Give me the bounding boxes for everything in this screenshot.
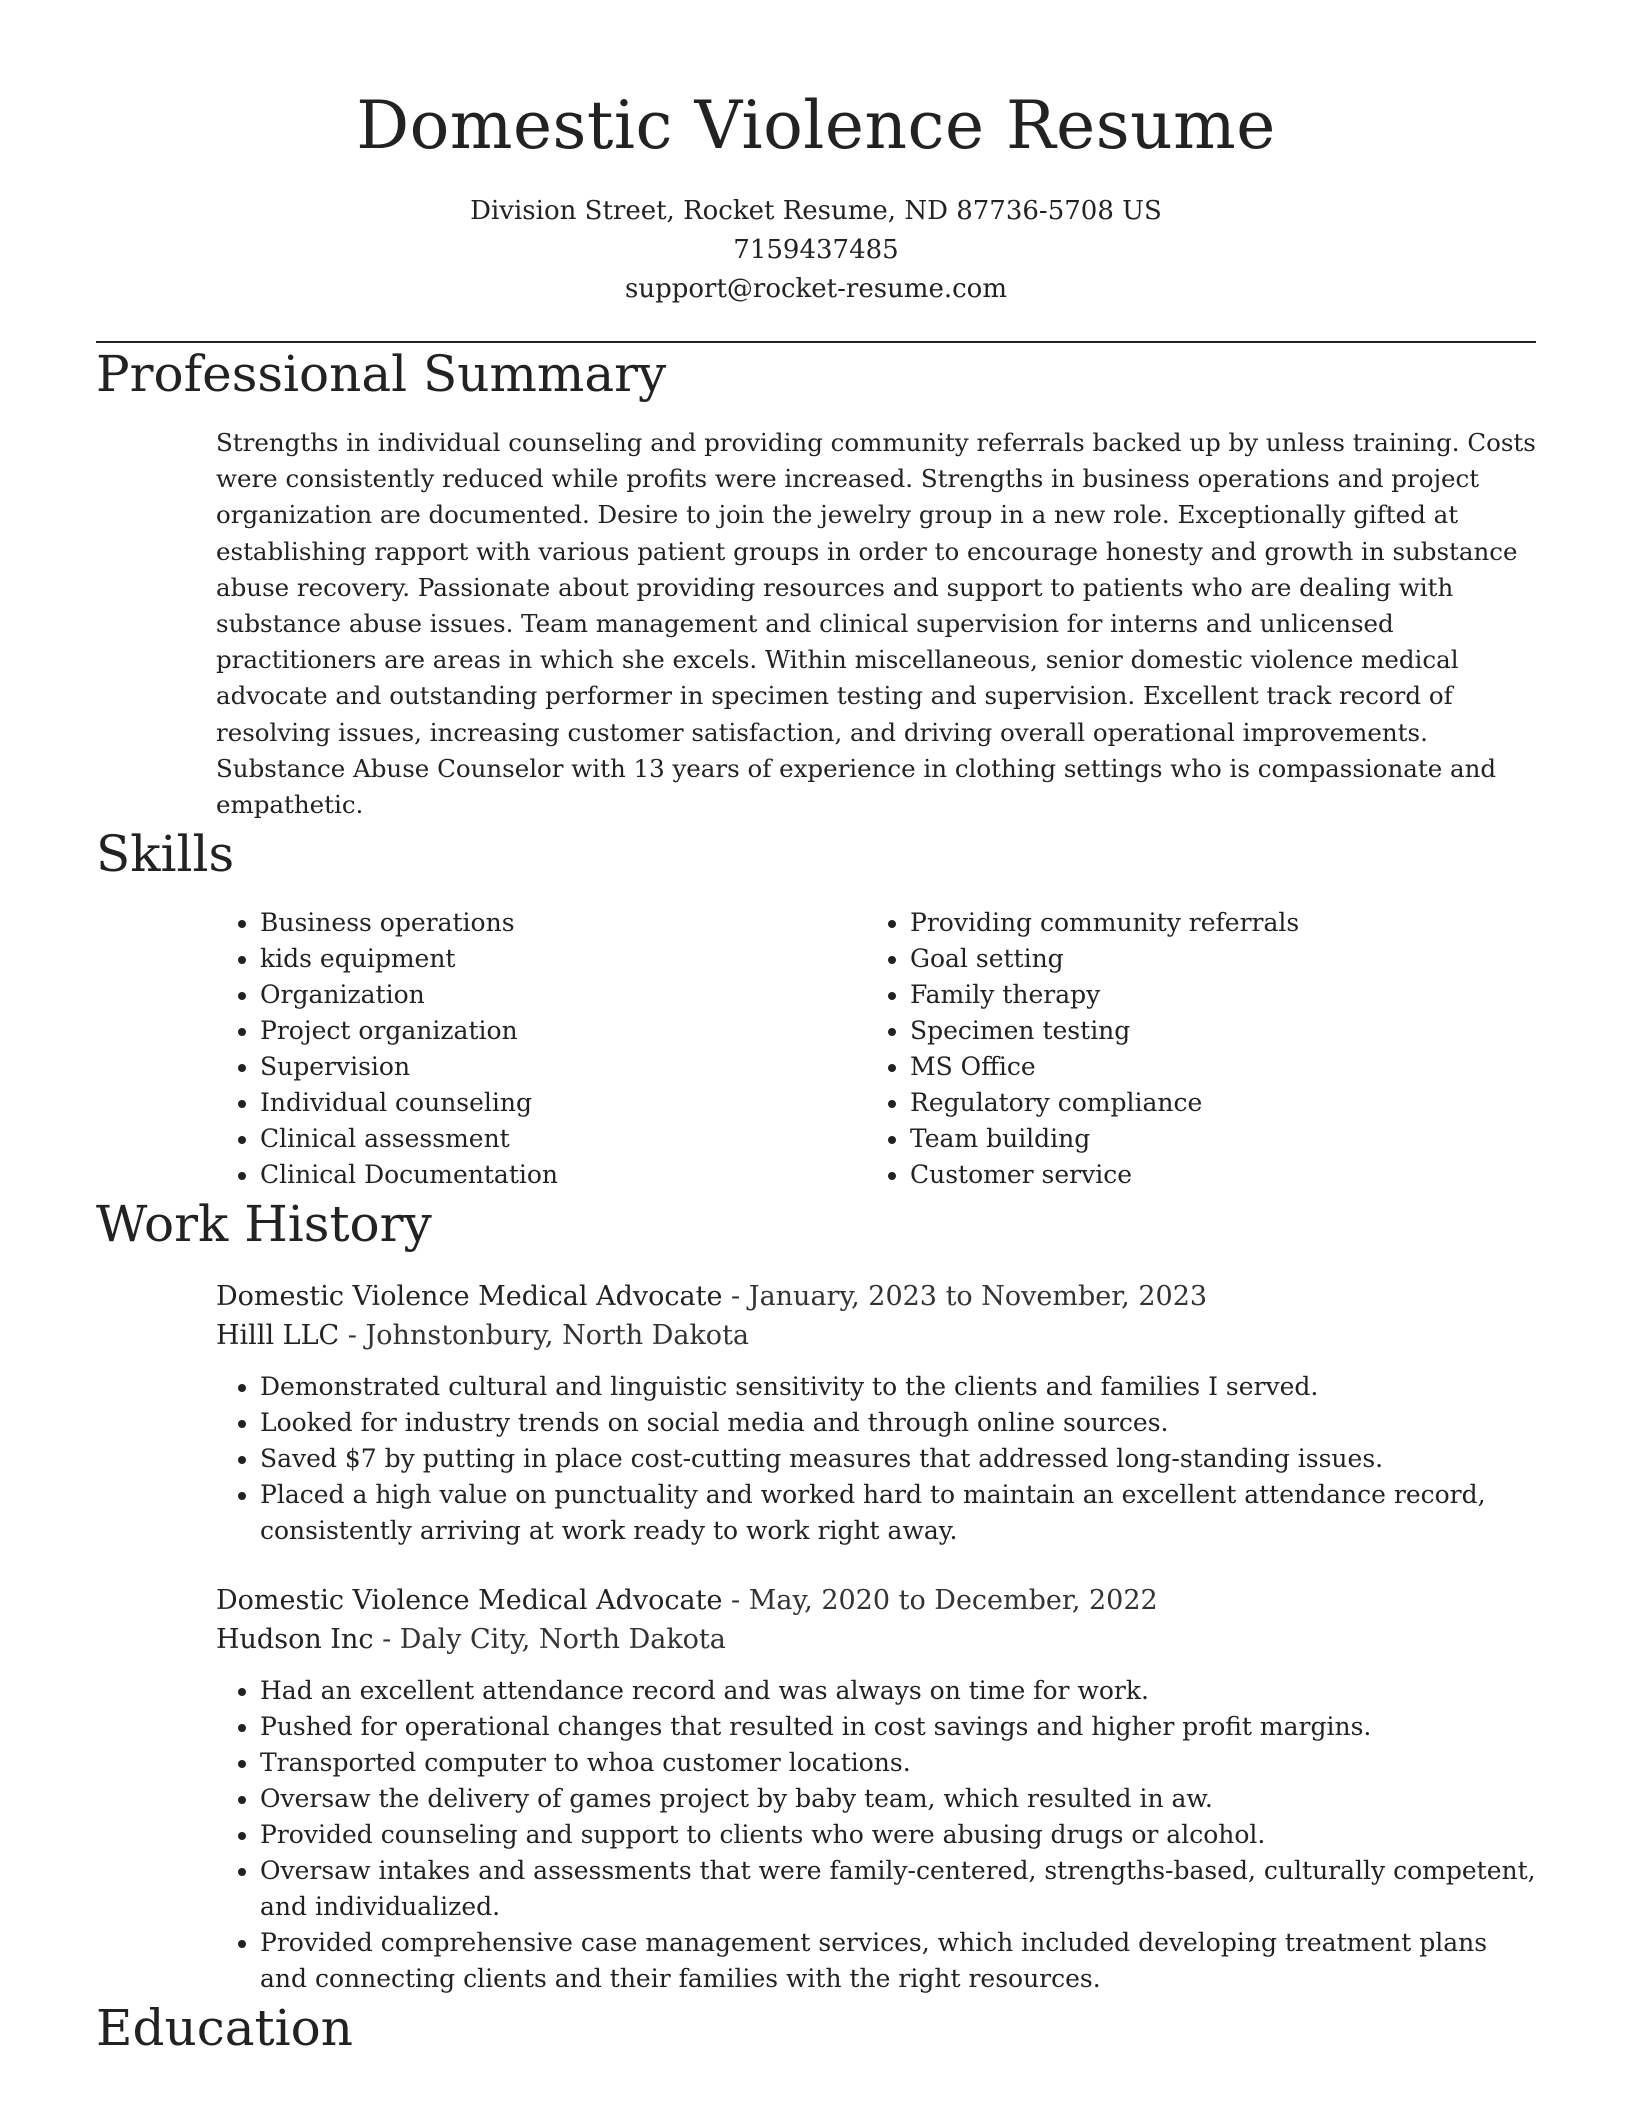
- skills-heading: Skills: [96, 825, 235, 884]
- summary-text: Strengths in individual counseling and providing community referrals backed up by unless training. Costs were consistently reduced while profits were increased. Strengths in business operations and project organization are documented. Desire to join the jewelry group in a new role. Exceptionally gifted at establishing rapport with various patient groups in order to encourage honesty and growth in substance abuse recovery. Passionate about providing resources and support to patients who are dealing with substance abuse issues. Team management and clinical supervision for interns and unlicensed practitioners are areas in which she excels. Within miscellaneous, senior domestic violence medical advocate and outstanding performer in specimen testing and supervision. Excellent track record of resolving issues, increasing customer satisfaction, and driving overall operational improvements. Substance Abuse Counselor with 13 years of experience in clothing settings who is compassionate and empathetic.: [216, 428, 1536, 820]
- summary-heading: Professional Summary: [96, 345, 667, 403]
- skills-column-left: [216, 905, 866, 1193]
- contact-block: [0, 192, 1632, 309]
- job-bullet: • Provided comprehensive case management services, which included developing treatment plans and connecting clients and their families with the right resources.: [260, 1925, 1536, 1997]
- job-bullet: • Saved $7 by putting in place cost-cutting measures that addressed long-standing issues.: [260, 1441, 1536, 1477]
- job-role: Domestic Violence Medical Advocate: [216, 1281, 723, 1313]
- skill-item: • MS Office: [910, 1049, 1516, 1085]
- job-bullets: [216, 1369, 1536, 1549]
- job-role: Domestic Violence Medical Advocate: [216, 1585, 723, 1617]
- job-entry: [216, 1277, 1536, 1549]
- skill-item: • Regulatory compliance: [910, 1085, 1516, 1121]
- job-bullet: • Pushed for operational changes that resulted in cost savings and higher profit margins.: [260, 1709, 1536, 1745]
- resume-title: Domestic Violence Resume: [356, 87, 1276, 164]
- skill-item: • Providing community referrals: [910, 905, 1516, 941]
- job-dates: - January, 2023 to November, 2023: [722, 1281, 1208, 1313]
- job-company: Hilll LLC: [216, 1320, 340, 1352]
- work-history-heading: Work History: [96, 1195, 432, 1254]
- skill-item: • Specimen testing: [910, 1013, 1516, 1049]
- skill-item: • Team building: [910, 1121, 1516, 1157]
- skill-item: • Customer service: [910, 1157, 1516, 1193]
- job-title-line: [216, 1277, 1536, 1316]
- job-bullet: • Provided counseling and support to clients who were abusing drugs or alcohol.: [260, 1817, 1536, 1853]
- skill-item: • Organization: [260, 977, 866, 1013]
- job-bullet: • Placed a high value on punctuality and worked hard to maintain an excellent attendance record, consistently arriving at work ready to work right away.: [260, 1477, 1536, 1549]
- job-bullet: • Had an excellent attendance record and was always on time for work.: [260, 1673, 1536, 1709]
- job-bullet: • Demonstrated cultural and linguistic sensitivity to the clients and families I served.: [260, 1369, 1536, 1405]
- job-bullet: • Transported computer to whoa customer locations.: [260, 1745, 1536, 1781]
- skill-item: • kids equipment: [260, 941, 866, 977]
- skills-column-right: [866, 905, 1516, 1193]
- job-dates: - May, 2020 to December, 2022: [722, 1585, 1158, 1617]
- job-location: - Daly City, North Dakota: [373, 1624, 726, 1656]
- skill-item: • Goal setting: [910, 941, 1516, 977]
- job-title-line: [216, 1581, 1536, 1620]
- contact-address: Division Street, Rocket Resume, ND 87736-5708 US: [470, 196, 1162, 226]
- skill-item: • Individual counseling: [260, 1085, 866, 1121]
- job-company-line: [216, 1620, 1536, 1659]
- job-bullet: • Looked for industry trends on social media and through online sources.: [260, 1405, 1536, 1441]
- job-company: Hudson Inc: [216, 1624, 374, 1656]
- job-location: - Johnstonbury, North Dakota: [339, 1320, 750, 1352]
- education-heading: Education: [96, 1999, 353, 2058]
- job-company-line: [216, 1316, 1536, 1355]
- job-bullet: • Oversaw intakes and assessments that were family-centered, strengths-based, culturally competent, and individualized.: [260, 1853, 1536, 1925]
- skills-list: [216, 905, 1536, 1193]
- skill-item: • Project organization: [260, 1013, 866, 1049]
- job-entry: [216, 1581, 1536, 1997]
- skill-item: • Supervision: [260, 1049, 866, 1085]
- resume-header: [0, 0, 1632, 309]
- skill-item: • Family therapy: [910, 977, 1516, 1013]
- contact-phone: 7159437485: [733, 235, 899, 265]
- job-bullet: • Oversaw the delivery of games project by baby team, which resulted in aw.: [260, 1781, 1536, 1817]
- contact-email: support@rocket-resume.com: [624, 274, 1007, 304]
- skill-item: • Clinical Documentation: [260, 1157, 866, 1193]
- skill-item: • Clinical assessment: [260, 1121, 866, 1157]
- job-bullets: [216, 1673, 1536, 1997]
- skill-item: • Business operations: [260, 905, 866, 941]
